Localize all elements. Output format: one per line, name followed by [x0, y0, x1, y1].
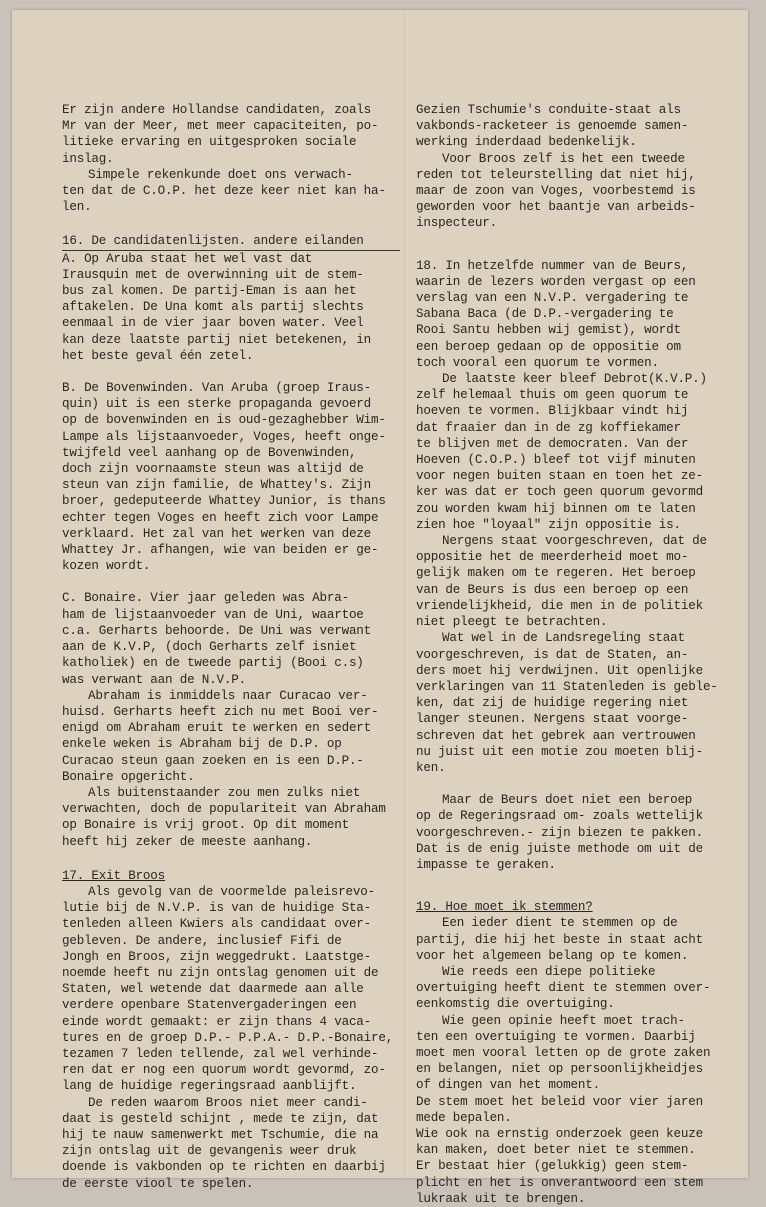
section-16-c-conclusion: Als buitenstaander zou men zulks niet verwachten, doch de populariteit van Abraham op Bonaire is vrij groot. Op dit moment heeft hij zeker de meeste aanhang.: [62, 785, 386, 849]
section-18-paragraph-4: Wat wel in de Landsregeling staat voorgeschreven, is dat de Staten, an- ders moet hij verdwijnen. Uit openlijke verklaringen van 11 Statenleden is geble- ken, dat zij de huidige regering niet langer steunen. Nergens staat voorge- schreven dat het gebrek aan vertrouwen nu juist uit een motie zou moeten blij- ken.: [416, 631, 718, 775]
continued-paragraph-2: Voor Broos zelf is het een tweede reden tot teleurstelling dat niet hij, maar de zoon van Voges, voorbestemd is geworden voor het baantje van arbeids- inspecteur.: [416, 151, 696, 231]
document-page: [12, 10, 748, 1206]
section-16-a: A. Op Aruba staat het wel vast dat Irausquin met de overwinning uit de stem- bus zal komen. De partij-Eman is aan het aftakelen. De Una komt als partij slechts eenmaal in de vier jaar boven water. Veel kan deze laatste partij niet betekenen, in het beste geval één zetel.: [62, 251, 372, 363]
section-16-title: 16. De candidatenlijsten. andere eilanden: [62, 233, 400, 250]
section-17-paragraph-1: Als gevolg van de voormelde paleisrevo- lutie bij de N.V.P. is van de huidige Sta- tenleden alleen Kwiers als candidaat over- gebleven. De andere, inclusief Fifi de Jongh en Broos, zijn weggedrukt. Laatstge- noemde heeft nu zijn ontslag genomen uit de Staten, wel wetende dat daarmede aan alle verdere openbare Statenvergaderingen een einde wordt gemaakt: er zijn thans 4 vaca- tures en de groep D.P.- P.P.A.- D.P.-Bonaire, tezamen 7 leden tellende, zal wel verhinde- ren dat er nog een quorum wordt gevormd, zo- lang de huidige regeringsraad aanblijft.: [62, 884, 394, 1094]
section-18-paragraph-1: 18. In hetzelfde nummer van de Beurs, waarin de lezers worden vergast op een verslag van een N.V.P. vergadering te Sabana Baca (de D.P.-vergadering te Rooi Santu hebben wij gemist), wordt een beroep gedaan op de oppositie om toch vooral een quorum te vormen.: [416, 258, 696, 370]
intro-paragraph-2: Simpele rekenkunde doet ons verwach- ten dat de C.O.P. het deze keer niet kan ha- len.: [62, 167, 386, 215]
section-19-paragraph-1: Een ieder dient te stemmen op de partij, die hij het beste in staat acht voor het algemeen belang op te komen.: [416, 916, 703, 963]
left-column: [62, 102, 400, 1192]
section-16-c: C. Bonaire. Vier jaar geleden was Abra- ham de lijstaanvoeder van de Uni, waartoe c.a. Gerharts behoorde. De Uni was verwant aan de K.V.P, (doch Gerharts zelf isniet katholiek) en de tweede partij (Booi c.s) was verwant aan de N.V.P.: [62, 591, 372, 687]
right-column: [416, 102, 726, 1207]
section-18-paragraph-3: Nergens staat voorgeschreven, dat de oppositie het de meerderheid moet mo- gelijk maken om te regeren. Het beroep van de Beurs is dus een beroep op een vriendelijkheid, die men in de politiek niet pleegt te betrachten.: [416, 534, 707, 630]
section-19-title: 19. Hoe moet ik stemmen?: [416, 900, 593, 915]
continued-paragraph: Gezien Tschumie's conduite-staat als vakbonds-racketeer is genoemde samen- werking inderdaad bedenkelijk.: [416, 103, 689, 150]
section-18-paragraph-2: De laatste keer bleef Debrot(K.V.P.) zelf helemaal thuis om geen quorum te hoeven te vormen. Blijkbaar vindt hij dat fraaier dan in de zg koffiekamer te blijven met de democraten. Van der Hoeven (C.O.P.) bleef tot vijf minuten voor negen buiten staan en toen het ze- ker was dat er toch geen quorum gevormd zou worden kwam hij binnen om te laten zien hoe "loyaal" zijn oppositie is.: [416, 372, 707, 532]
intro-paragraph: Er zijn andere Hollandse candidaten, zoals Mr van der Meer, met meer capaciteiten, po- litieke ervaring en uitgesproken sociale inslag.: [62, 103, 379, 166]
section-16-c-continued: Abraham is inmiddels naar Curacao ver- huisd. Gerharts heeft zich nu met Booi ver- enigd om Abraham eruit te werken en sedert enkele weken is Abraham bij de D.P. op Curacao steun gaan zoeken en is een D.P.- Bonaire opgericht.: [62, 688, 379, 784]
section-19-paragraph-2: Wie reeds een diepe politieke overtuiging heeft dient te stemmen over- eenkomstig die overtuiging.: [416, 964, 711, 1012]
section-17-title: 17. Exit Broos: [62, 868, 166, 883]
fold-crease: [404, 10, 405, 1178]
section-18-paragraph-5: Maar de Beurs doet niet een beroep op de Regeringsraad om- zoals wettelijk voorgeschreven.- zijn biezen te pakken. Dat is de enig juiste methode om uit de impasse te geraken.: [416, 793, 703, 872]
section-16-b: B. De Bovenwinden. Van Aruba (groep Iraus- quin) uit is een sterke propaganda gevoerd op de bovenwinden en is oud-gezaghebber Wim- Lampe als lijstaanvoeder, Voges, heeft onge- twijfeld veel aanhang op de Bovenwinden, doch zijn voornaamste steun was altijd de steun van zijn familie, de Whattey's. Zijn broer, gedeputeerde Whattey Junior, is thans echter tegen Voges en heeft zich voor Lampe verklaard. Het zal van het werken van deze Whattey Jr. afhangen, wie van beiden er ge- kozen wordt.: [62, 381, 386, 574]
section-19-paragraph-3: Wie geen opinie heeft moet trach- ten een overtuiging te vormen. Daarbij moet men vooral letten op de grote zaken en belangen, niet op persoonlijkheidjes of dingen van het moment. De stem moet het beleid voor vier jaren mede bepalen. Wie ook na ernstig onderzoek geen keuze kan maken, doet beter niet te stemmen. Er bestaat hier (gelukkig) geen stem- plicht en het is onverantwoord een stem lukraak uit te brengen.: [416, 1013, 711, 1206]
section-17-paragraph-2: De reden waarom Broos niet meer candi- daat is gesteld schijnt , mede te zijn, dat hij te nauw samenwerkt met Tschumie, die na zijn ontslag uit de gevangenis weer druk doende is vakbonden op te richten en daarbij de eerste viool te spelen.: [62, 1095, 386, 1191]
